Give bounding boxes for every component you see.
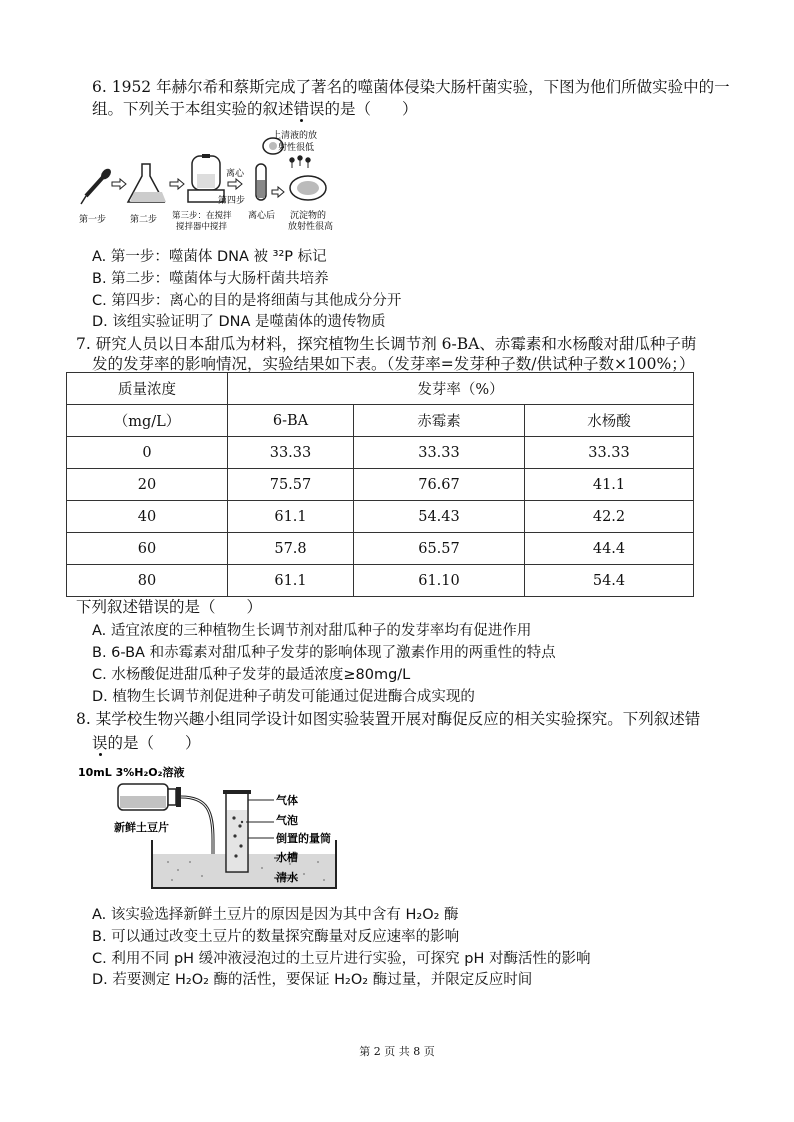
bottle-icon	[118, 784, 181, 810]
q8-stem-line1: 8. 某学校生物兴趣小组同学设计如图实验装置开展对酶促反应的相关实验探究。下列叙述错	[76, 710, 701, 728]
q8-stem-line2: 误的是（ ）	[92, 734, 201, 752]
q8-option-d: D. 若要测定 H₂O₂ 酶的活性，要保证 H₂O₂ 酶过量，并限定反应时间	[92, 972, 533, 988]
table-cell: 41.1	[525, 469, 694, 501]
enzyme-apparatus-figure	[78, 762, 348, 894]
q7-stem-line2: 发的发芽率的影响情况，实验结果如下表。（发芽率=发芽种子数/供试种子数×100%；）	[92, 355, 695, 373]
table-cell: 33.33	[354, 437, 525, 469]
svg-text:气泡: 气泡	[276, 814, 298, 827]
pipette-icon	[81, 167, 113, 204]
phage-experiment-figure	[76, 124, 376, 232]
table-cell: 54.43	[354, 501, 525, 533]
svg-text:放射性很高: 放射性很高	[288, 222, 334, 232]
svg-text:搅拌器中搅拌: 搅拌器中搅拌	[176, 222, 228, 232]
svg-text:离心: 离心	[226, 169, 245, 179]
table-cell: 44.4	[525, 533, 694, 565]
q7-option-a: A. 适宜浓度的三种植物生长调节剂对甜瓜种子的发芽率均有促进作用	[92, 623, 532, 639]
svg-text:倒置的量筒: 倒置的量筒	[276, 832, 331, 845]
table-cell: 0	[67, 437, 228, 469]
table-header: 质量浓度	[67, 373, 228, 405]
svg-text:离心后: 离心后	[248, 211, 276, 221]
q8-option-a: A. 该实验选择新鲜土豆片的原因是因为其中含有 H₂O₂ 酶	[92, 907, 459, 923]
svg-text:第二步: 第二步	[130, 215, 158, 225]
table-cell: 57.8	[228, 533, 354, 565]
svg-text:10mL 3%H₂O₂溶液: 10mL 3%H₂O₂溶液	[78, 766, 185, 779]
q7-question: 下列叙述错误的是（ ）	[76, 598, 263, 616]
phage-icon	[290, 156, 310, 168]
table-cell: 80	[67, 565, 228, 597]
table-row	[67, 437, 694, 469]
svg-text:射性很低: 射性很低	[278, 143, 315, 153]
q6-option-c: C. 第四步：离心的目的是将细菌与其他成分分开	[92, 293, 402, 309]
q6-option-d: D. 该组实验证明了 DNA 是噬菌体的遗传物质	[92, 314, 386, 330]
table-cell: 20	[67, 469, 228, 501]
page-footer: 第 2 页 共 8 页	[359, 1045, 435, 1058]
table-cell: 61.10	[354, 565, 525, 597]
table-header: 赤霉素	[354, 405, 525, 437]
svg-text:水槽: 水槽	[276, 851, 298, 864]
table-cell: 75.57	[228, 469, 354, 501]
q8-option-c: C. 利用不同 pH 缓冲液浸泡过的土豆片进行实验，可探究 pH 对酶活性的影响	[92, 951, 591, 967]
table-cell: 54.4	[525, 565, 694, 597]
table-cell: 76.67	[354, 469, 525, 501]
q6-stem-line1: 6. 1952 年赫尔希和蔡斯完成了著名的噬菌体侵染大肠杆菌实验，下图为他们所做实验中的一	[92, 78, 730, 96]
q6-stem-line2: 组。下列关于本组实验的叙述错误的是（ ）	[92, 100, 418, 118]
germination-table	[66, 372, 694, 597]
table-header: 发芽率（%）	[228, 373, 694, 405]
table-row	[67, 533, 694, 565]
q8-option-b: B. 可以通过改变土豆片的数量探究酶量对反应速率的影响	[92, 929, 460, 945]
measuring-cylinder-icon	[223, 790, 251, 872]
blender-icon	[188, 154, 224, 202]
table-row	[67, 501, 694, 533]
table-header: 水杨酸	[525, 405, 694, 437]
table-header: （mg/L）	[67, 405, 228, 437]
q7-option-d: D. 植物生长调节剂促进种子萌发可能通过促进酶合成实现的	[92, 689, 475, 705]
emphasis-dot: 误	[92, 734, 108, 752]
table-cell: 60	[67, 533, 228, 565]
svg-text:第四步: 第四步	[218, 196, 246, 206]
svg-text:气体: 气体	[276, 794, 298, 807]
table-cell: 61.1	[228, 501, 354, 533]
table-cell: 33.33	[525, 437, 694, 469]
table-row	[67, 469, 694, 501]
svg-text:沉淀物的: 沉淀物的	[290, 211, 327, 221]
svg-text:新鲜土豆片: 新鲜土豆片	[114, 821, 169, 834]
table-cell: 61.1	[228, 565, 354, 597]
test-tube-icon	[256, 164, 266, 200]
emphasis-dot: 错	[293, 100, 310, 118]
q6-option-a: A. 第一步：噬菌体 DNA 被 ³²P 标记	[92, 249, 327, 265]
svg-text:第一步: 第一步	[79, 215, 107, 225]
svg-text:第三步：在搅拌: 第三步：在搅拌	[172, 211, 232, 221]
q7-option-b: B. 6-BA 和赤霉素对甜瓜种子发芽的影响体现了激素作用的两重性的特点	[92, 645, 556, 661]
flask-icon	[128, 164, 166, 202]
table-cell: 65.57	[354, 533, 525, 565]
q7-stem-line1: 7. 研究人员以日本甜瓜为材料，探究植物生长调节剂 6-BA、赤霉素和水杨酸对甜瓜种子萌	[76, 335, 697, 353]
q7-option-c: C. 水杨酸促进甜瓜种子发芽的最适浓度≥80mg/L	[92, 667, 411, 683]
table-cell: 42.2	[525, 501, 694, 533]
table-cell: 33.33	[228, 437, 354, 469]
svg-text:清水: 清水	[276, 871, 298, 884]
table-header: 6-BA	[228, 405, 354, 437]
svg-text:上清液的放: 上清液的放	[272, 131, 318, 141]
q6-option-b: B. 第二步：噬菌体与大肠杆菌共培养	[92, 271, 329, 287]
table-cell: 40	[67, 501, 228, 533]
table-row	[67, 565, 694, 597]
